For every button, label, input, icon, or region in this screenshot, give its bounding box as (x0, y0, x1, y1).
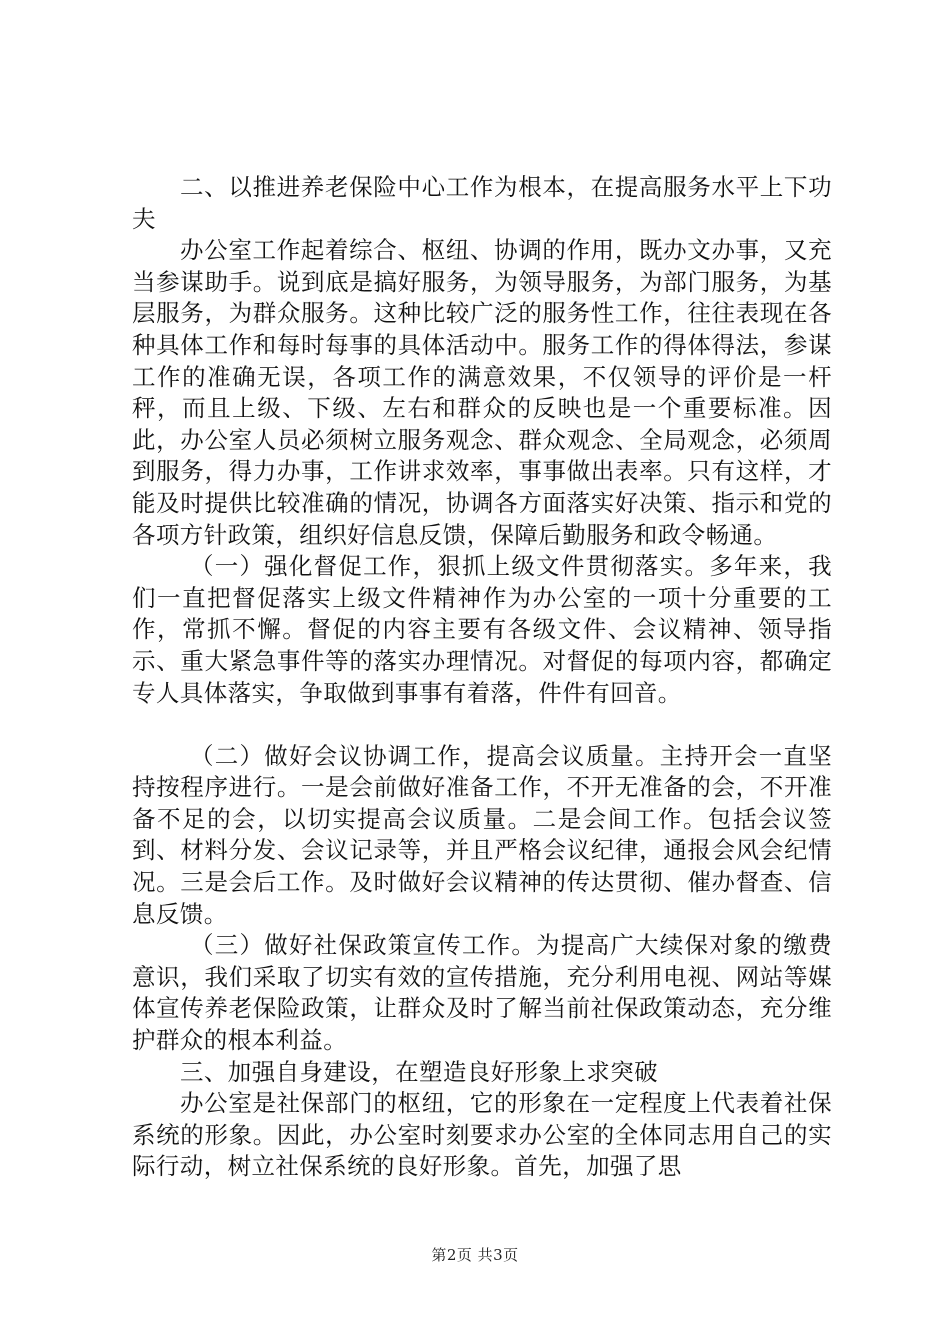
page-number-footer: 第2页 共3页 (431, 1246, 519, 1264)
subsection-paragraph-3: （三）做好社保政策宣传工作。为提高广大续保对象的缴费意识，我们采取了切实有效的宣传措施，充分利用电视、网站等媒体宣传养老保险政策，让群众及时了解当前社保政策动态，充分维护群众的根本利益。 (132, 931, 832, 1055)
document-body (132, 172, 832, 1183)
subsection-paragraph-2: （二）做好会议协调工作，提高会议质量。主持开会一直坚持按程序进行。一是会前做好准备工作，不开无准备的会，不开准备不足的会，以切实提高会议质量。二是会间工作。包括会议签到、材料分发、会议记录等，并且严格会议纪律，通报会风会纪情况。三是会后工作。及时做好会议精神的传达贯彻、催办督查、信息反馈。 (132, 741, 832, 928)
section-heading-3: 三、加强自身建设，在塑造良好形象上求突破 (180, 1057, 658, 1086)
body-paragraph: 办公室工作起着综合、枢纽、协调的作用，既办文办事，又充当参谋助手。说到底是搞好服务，为领导服务，为部门服务，为基层服务，为群众服务。这种比较广泛的服务性工作，往往表现在各种具体工作和每时每事的具体活动中。服务工作的得体得法，参谋工作的准确无误，各项工作的满意效果，不仅领导的评价是一杆秤，而且上级、下级、左右和群众的反映也是一个重要标准。因此，办公室人员必须树立服务观念、群众观念、全局观念，必须周到服务，得力办事，工作讲求效率，事事做出表率。只有这样，才能及时提供比较准确的情况，协调各方面落实好决策、指示和党的各项方针政策，组织好信息反馈，保障后勤服务和政令畅通。 (132, 236, 832, 549)
section-heading-2: 二、以推进养老保险中心工作为根本，在提高服务水平上下功夫 (132, 173, 832, 233)
blank-line (132, 709, 832, 741)
body-paragraph: 办公室是社保部门的枢纽，它的形象在一定程度上代表着社保系统的形象。因此，办公室时刻要求办公室的全体同志用自己的实际行动，树立社保系统的良好形象。首先，加强了思 (132, 1089, 832, 1181)
subsection-paragraph-1: （一）强化督促工作，狠抓上级文件贯彻落实。多年来，我们一直把督促落实上级文件精神作为办公室的一项十分重要的工作，常抓不懈。督促的内容主要有各级文件、会议精神、领导指示、重大紧急事件等的落实办理情况。对督促的每项内容，都确定专人具体落实，争取做到事事有着落，件件有回音。 (132, 552, 832, 707)
